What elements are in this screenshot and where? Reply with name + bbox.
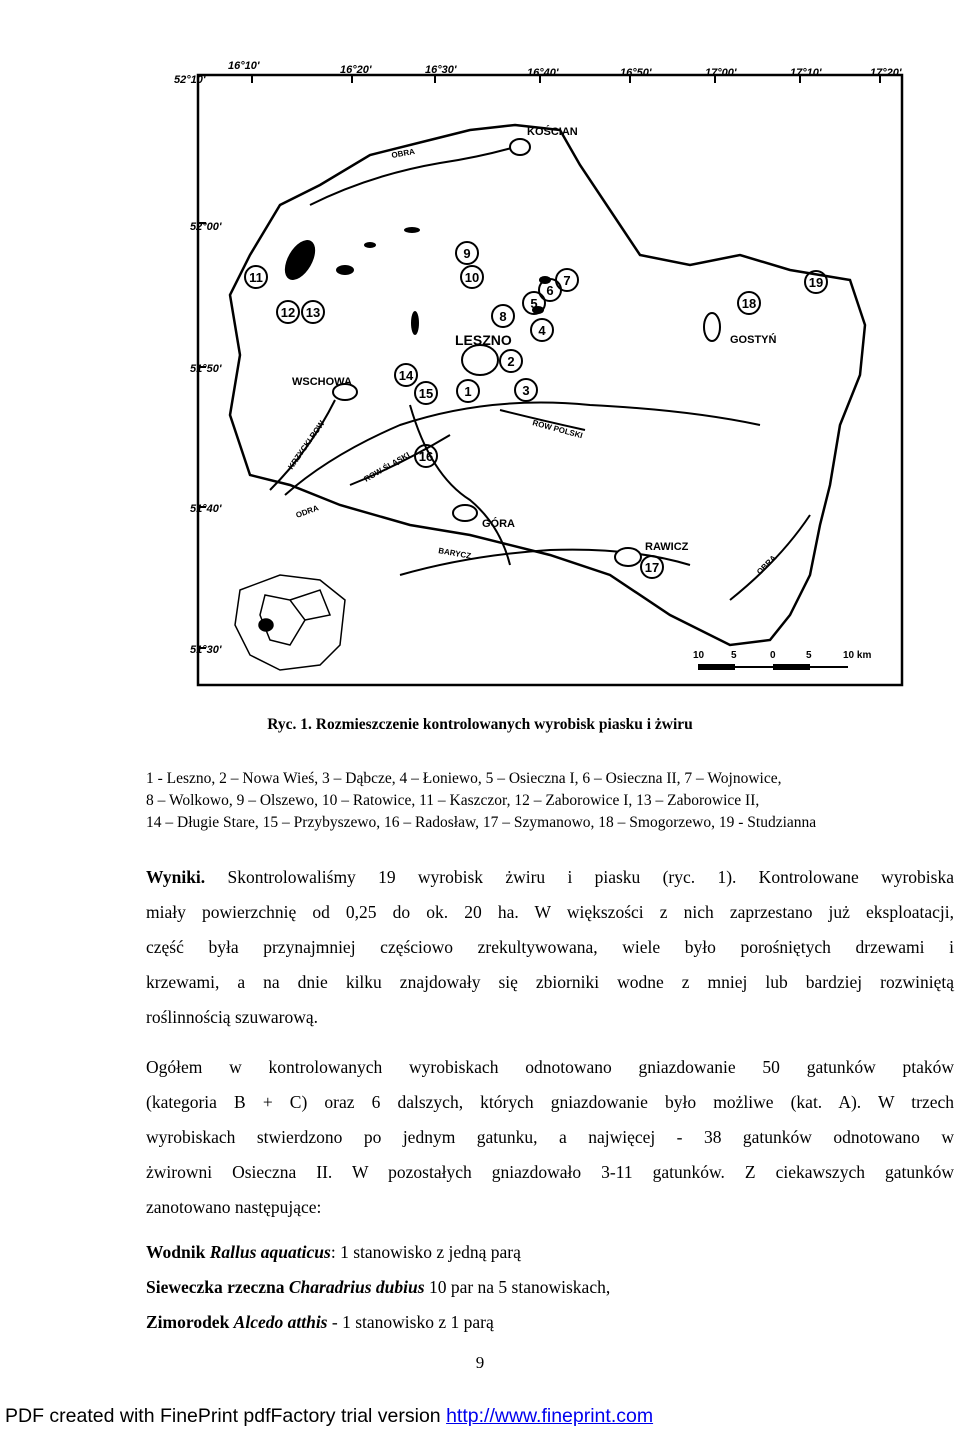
town-area-koscian <box>510 139 530 155</box>
town-label: KOŚCIAN <box>527 126 578 138</box>
map-top-label: 16°30' <box>425 64 457 76</box>
lake <box>336 265 354 275</box>
results-heading: Wyniki. <box>146 867 206 887</box>
site-map <box>170 55 910 690</box>
site-number: 6 <box>546 283 554 298</box>
species-sep: : <box>330 1242 336 1262</box>
river-label: ODRA <box>294 503 320 520</box>
canal-label: ROW POLSKI <box>531 418 584 441</box>
site-number: 17 <box>644 560 660 575</box>
river-label: BARYCZ <box>437 546 472 561</box>
lake <box>279 235 322 285</box>
map-lat-label: 51°40' <box>190 503 222 515</box>
scale-label: 0 <box>770 650 776 661</box>
results-paragraph <box>146 860 954 1035</box>
site-number: 2 <box>507 354 515 369</box>
species-name: Wodnik <box>146 1242 206 1262</box>
species-item <box>146 1235 954 1270</box>
map-lat-label: 52°00' <box>190 221 222 233</box>
site-number: 5 <box>530 296 538 311</box>
species-latin: Rallus aquaticus <box>209 1242 331 1262</box>
scale-label: 5 <box>806 650 812 661</box>
scale-bar <box>693 650 871 670</box>
canal-label: ROW ŚLĄSKI <box>362 450 412 484</box>
legend-line: 14 – Długie Stare, 15 – Przybyszewo, 16 – Radosław, 17 – Szymanowo, 18 – Smogorzewo, 19 - Studzianna <box>146 814 817 831</box>
lake <box>404 227 420 233</box>
site-number: 1 <box>464 384 472 399</box>
lake <box>364 242 376 248</box>
paragraph-text: Skontrolowaliśmy 19 wyrobisk żwiru i piasku (ryc. 1). Kontrolowane wyrobiska <box>205 867 954 887</box>
town-label: LESZNO <box>455 332 512 348</box>
species-latin: Alcedo atthis <box>233 1312 328 1332</box>
lake <box>411 311 419 335</box>
site-legend <box>146 768 936 834</box>
site-number: 11 <box>249 270 263 285</box>
paragraph-line: wyrobiskach stwierdzono po jednym gatunku, a najwięcej - 38 gatunków odnotowano w <box>146 1127 954 1147</box>
site-number: 16 <box>418 449 434 464</box>
site-number: 15 <box>418 386 434 401</box>
town-label: GOSTYŃ <box>730 334 777 346</box>
paragraph-line: część była przynajmniej częściowo zrekultywowana, wiele było porośniętych drzewami i <box>146 937 954 957</box>
river-label: OBRA <box>390 147 416 160</box>
species-detail: 10 par na 5 stanowiskach, <box>424 1277 611 1297</box>
map-top-label: 17°00' <box>705 67 737 79</box>
paragraph-line: miały powierzchnię od 0,25 do ok. 20 ha. W większości z nich zaprzestano już eksploatacji, <box>146 902 954 922</box>
species-name: Sieweczka rzeczna <box>146 1277 285 1297</box>
site-number: 14 <box>398 368 414 383</box>
footer-link[interactable]: http://www.fineprint.com <box>446 1405 654 1427</box>
map-top-label: 16°20' <box>340 64 372 76</box>
species-detail: 1 stanowisko z jedną parą <box>335 1242 521 1262</box>
paragraph-line: roślinnością szuwarową. <box>146 1007 319 1027</box>
canal-label: KRZYCKI ROW <box>286 419 327 472</box>
scale-label: 10 <box>693 650 705 661</box>
summary-paragraph <box>146 1050 954 1225</box>
town-area-rawicz <box>615 548 641 566</box>
paragraph-line: krzewami, a na dnie kilku znajdowały się zbiorniki wodne z mniej lub bardziej rozwiniętą <box>146 972 954 992</box>
site-number: 7 <box>563 273 571 288</box>
species-item <box>146 1305 954 1340</box>
paragraph-line: (kategoria B + C) oraz 6 dalszych, których gniazdowanie było możliwe (kat. A). W trzech <box>146 1092 954 1112</box>
town-label: GÓRA <box>482 518 515 530</box>
species-latin: Charadrius dubius <box>288 1277 425 1297</box>
paragraph-line: żwirowni Osieczna II. W pozostałych gniazdowało 3-11 gatunków. Z ciekawszych gatunków <box>146 1162 954 1182</box>
map-top-label: 16°50' <box>620 67 652 79</box>
site-number: 12 <box>280 305 296 320</box>
map-top-label: 16°40' <box>527 67 559 79</box>
legend-line: 8 – Wolkowo, 9 – Olszewo, 10 – Ratowice, 11 – Kaszczor, 12 – Zaborowice I, 13 – Zaborowice II, <box>146 792 760 809</box>
site-number: 13 <box>305 305 321 320</box>
species-name: Zimorodek <box>146 1312 230 1332</box>
pdf-footer <box>5 1405 653 1428</box>
paragraph-line: zanotowano następujące: <box>146 1197 322 1217</box>
town-label: RAWICZ <box>645 541 689 553</box>
town-area-gora <box>453 505 477 521</box>
map-lat-label: 51°50' <box>190 363 222 375</box>
map-top-label: 17°10' <box>790 67 822 79</box>
scale-label: 5 <box>731 650 737 661</box>
site-number: 4 <box>538 323 546 338</box>
river-label: OBRA <box>755 553 779 577</box>
page-number: 9 <box>475 1353 485 1372</box>
site-number: 10 <box>464 270 480 285</box>
site-number: 19 <box>808 275 824 290</box>
site-number: 3 <box>522 383 530 398</box>
figure-caption: Ryc. 1. Rozmieszczenie kontrolowanych wyrobisk piasku i żwiru <box>267 716 693 733</box>
town-area-gostyn <box>704 313 720 341</box>
town-label: WSCHOWA <box>292 376 352 388</box>
site-number: 8 <box>499 309 507 324</box>
species-item <box>146 1270 954 1305</box>
species-detail: - 1 stanowisko z 1 parą <box>327 1312 494 1332</box>
town-area-leszno <box>462 345 498 375</box>
paragraph-line <box>146 860 954 895</box>
site-number: 18 <box>741 296 757 311</box>
scale-label: 10 km <box>843 650 872 661</box>
map-top-label: 52°10' <box>174 74 206 86</box>
map-top-label: 17°20' <box>870 67 902 79</box>
map-lat-label: 51°30' <box>190 644 222 656</box>
paragraph-line: Ogółem w kontrolowanych wyrobiskach odnotowano gniazdowanie 50 gatunków ptaków <box>146 1057 954 1077</box>
site-number: 9 <box>463 246 471 261</box>
footer-text: PDF created with FinePrint pdfFactory trial version <box>5 1405 447 1427</box>
map-top-label: 16°10' <box>228 60 260 72</box>
legend-line: 1 - Leszno, 2 – Nowa Wieś, 3 – Dąbcze, 4 – Łoniewo, 5 – Osieczna I, 6 – Osieczna II, 7 – Wojnowice, <box>146 770 782 787</box>
species-list <box>146 1235 954 1340</box>
inset-map-poland <box>235 575 345 670</box>
